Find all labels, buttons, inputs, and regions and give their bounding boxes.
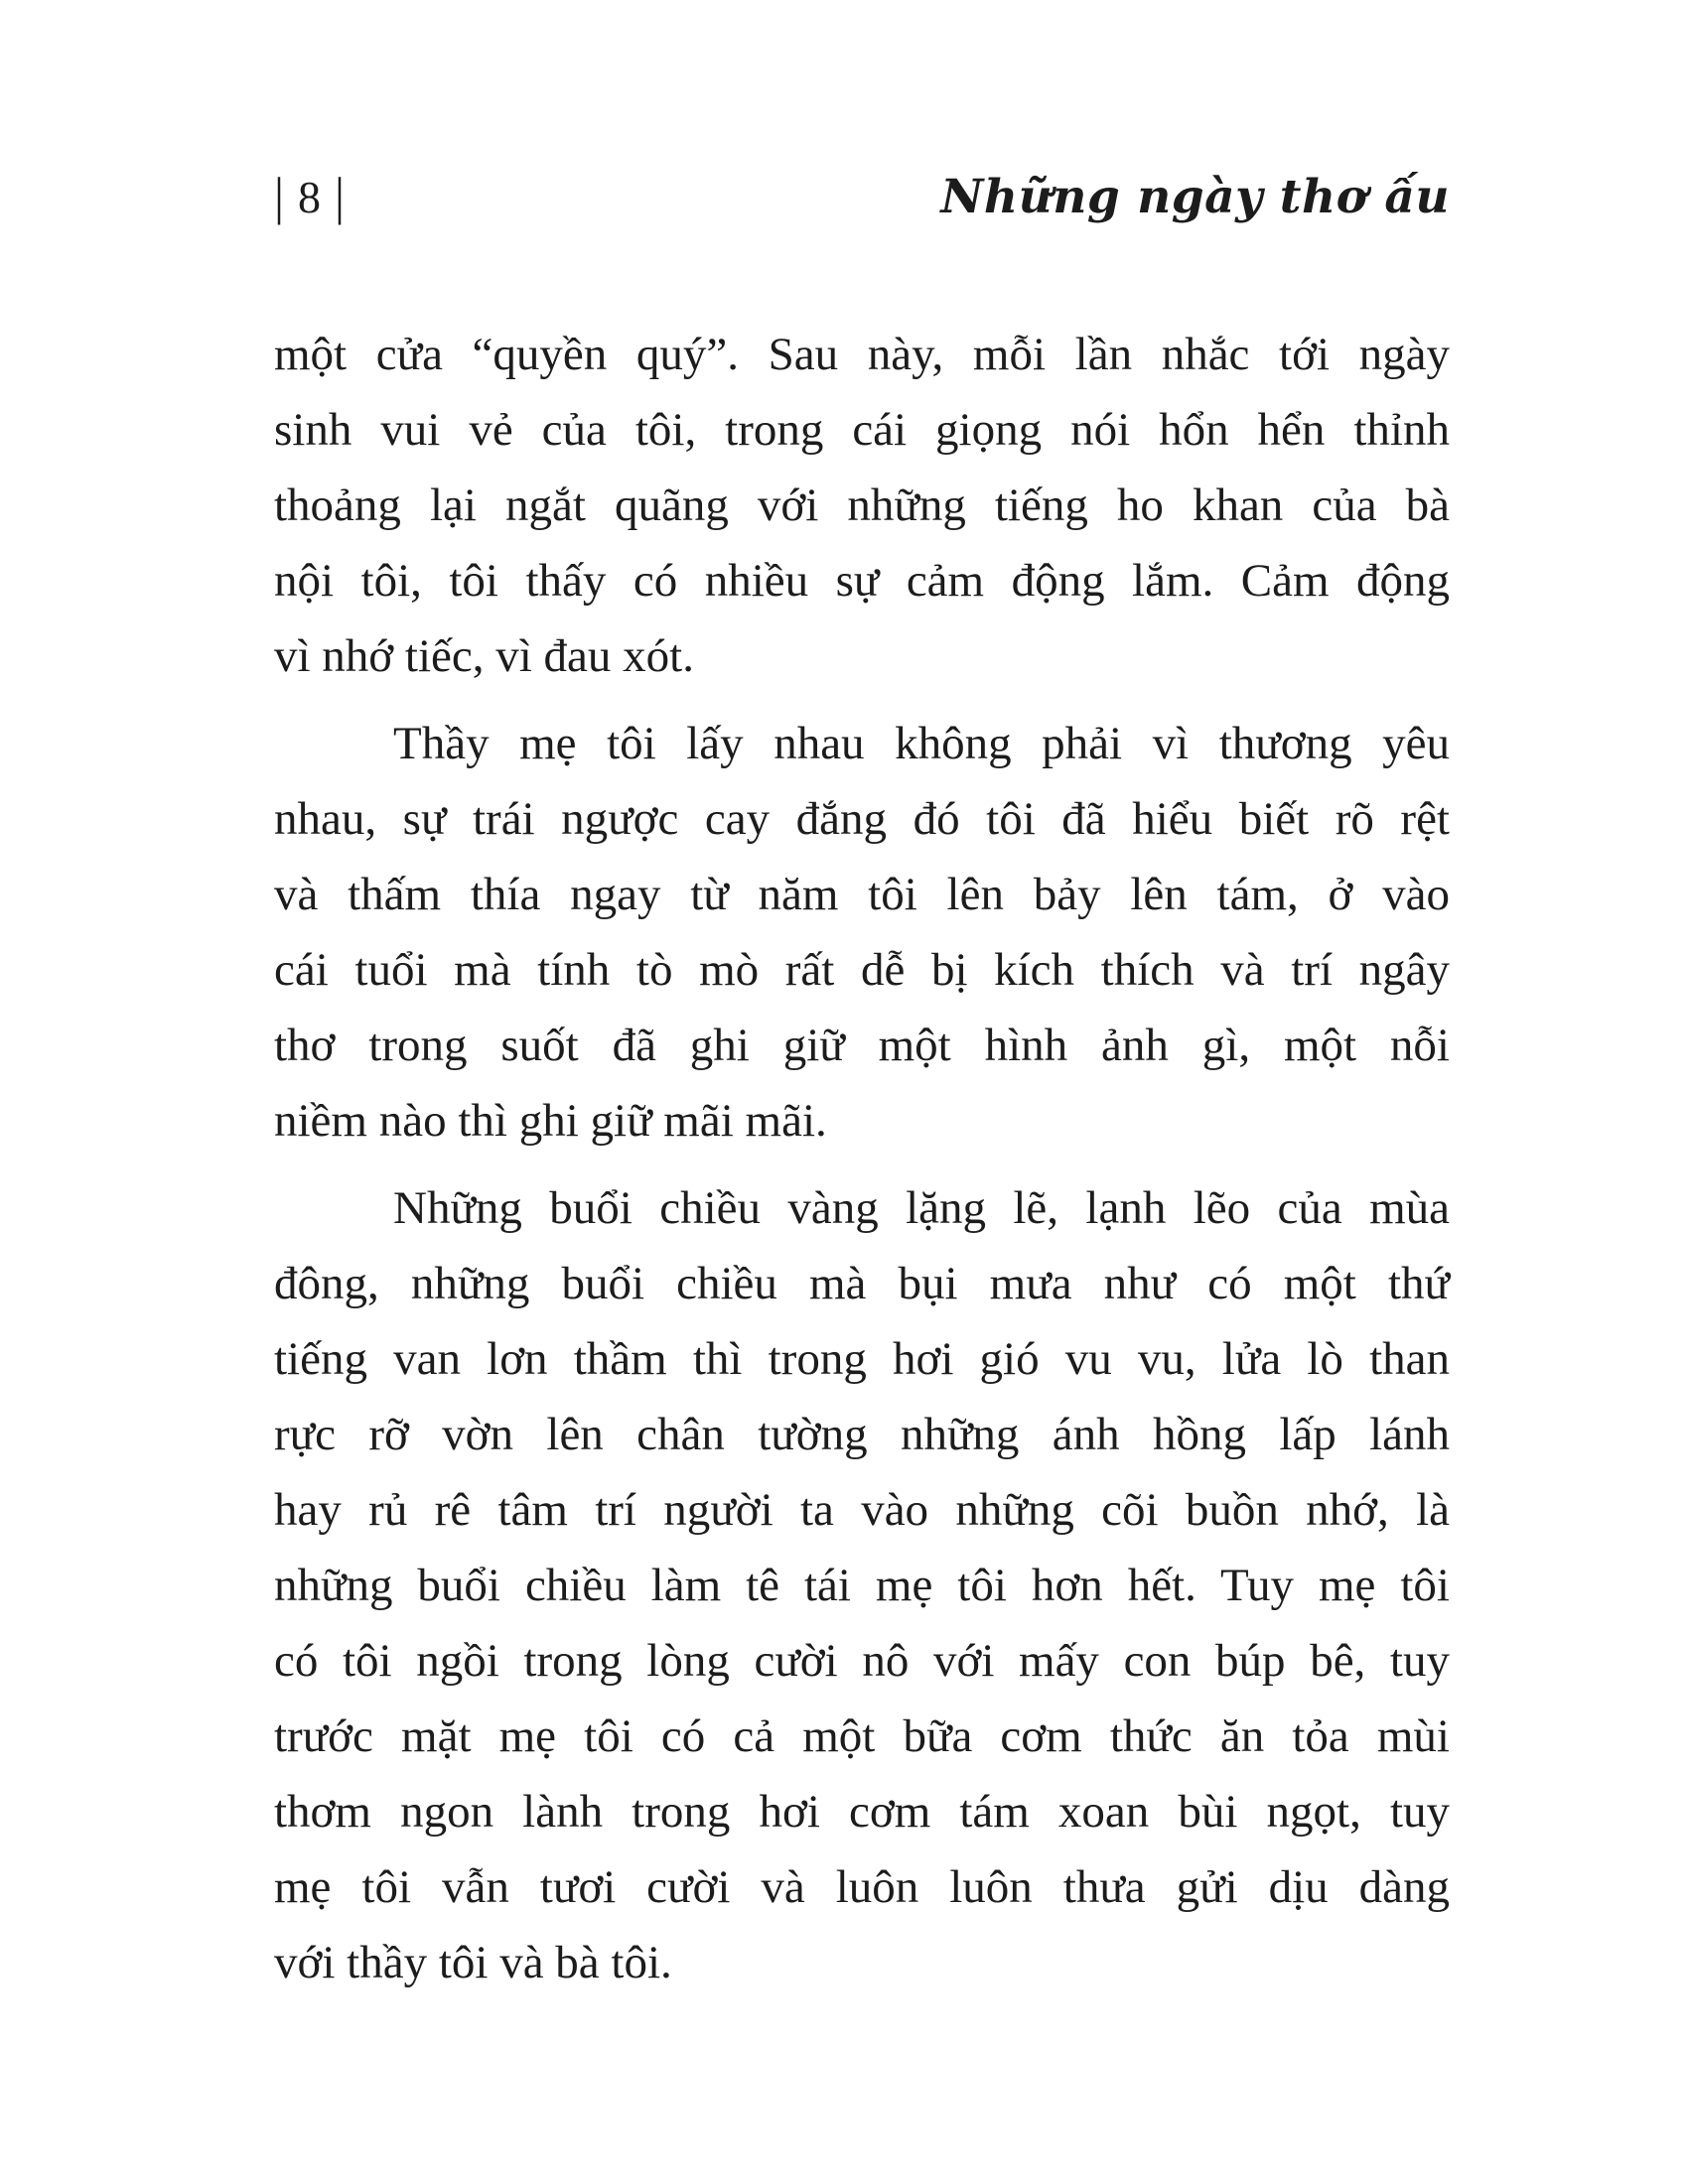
text-line: và thấm thía ngay từ năm tôi lên bảy lên tám, ở vào	[274, 869, 1450, 920]
text-line: Thầy mẹ tôi lấy nhau không phải vì thương yêu	[393, 718, 1450, 769]
text-line: Những buổi chiều vàng lặng lẽ, lạnh lẽo của mùa	[393, 1182, 1450, 1234]
text-line: cái tuổi mà tính tò mò rất dễ bị kích thích và trí ngây	[274, 944, 1450, 996]
paragraph	[274, 1170, 1450, 2000]
paragraph	[274, 706, 1450, 1159]
page-header	[274, 167, 1450, 224]
text-line: trước mặt mẹ tôi có cả một bữa cơm thức ăn tỏa mùi	[274, 1710, 1450, 1762]
text-line: mẹ tôi vẫn tươi cười và luôn luôn thưa gửi dịu dàng	[274, 1861, 1450, 1913]
book-title: Những ngày thơ ấu	[940, 170, 1450, 224]
text-line: thơ trong suốt đã ghi giữ một hình ảnh gì, một nỗi	[274, 1020, 1450, 1071]
page-number-bar-left: |	[274, 166, 285, 225]
paragraph	[274, 317, 1450, 694]
page-number-bar-right: |	[335, 166, 346, 225]
text-line: đông, những buổi chiều mà bụi mưa như có một thứ	[274, 1258, 1450, 1309]
page-number-value: 8	[298, 172, 322, 222]
text-line: có tôi ngồi trong lòng cười nô với mấy con búp bê, tuy	[274, 1635, 1450, 1687]
page-number	[274, 167, 345, 224]
text-line: vì nhớ tiếc, vì đau xót.	[274, 630, 694, 682]
text-line: rực rỡ vờn lên chân tường những ánh hồng lấp lánh	[274, 1409, 1450, 1460]
text-line: những buổi chiều làm tê tái mẹ tôi hơn hết. Tuy mẹ tôi	[274, 1560, 1450, 1611]
text-line: tiếng van lơn thầm thì trong hơi gió vu vu, lửa lò than	[274, 1333, 1450, 1385]
body-text	[274, 317, 1450, 2000]
text-line: nội tôi, tôi thấy có nhiều sự cảm động lắm. Cảm động	[274, 555, 1450, 607]
text-line: thơm ngon lành trong hơi cơm tám xoan bùi ngọt, tuy	[274, 1786, 1450, 1838]
text-line: một cửa “quyền quý”. Sau này, mỗi lần nhắc tới ngày	[274, 329, 1450, 380]
text-line: nhau, sự trái ngược cay đắng đó tôi đã hiểu biết rõ rệt	[274, 793, 1450, 845]
text-line: niềm nào thì ghi giữ mãi mãi.	[274, 1095, 827, 1147]
text-line: sinh vui vẻ của tôi, trong cái giọng nói hổn hển thỉnh	[274, 404, 1450, 456]
text-line: thoảng lại ngắt quãng với những tiếng ho khan của bà	[274, 479, 1450, 531]
text-line: hay rủ rê tâm trí người ta vào những cõi buồn nhớ, là	[274, 1484, 1450, 1536]
text-line: với thầy tôi và bà tôi.	[274, 1937, 672, 1988]
